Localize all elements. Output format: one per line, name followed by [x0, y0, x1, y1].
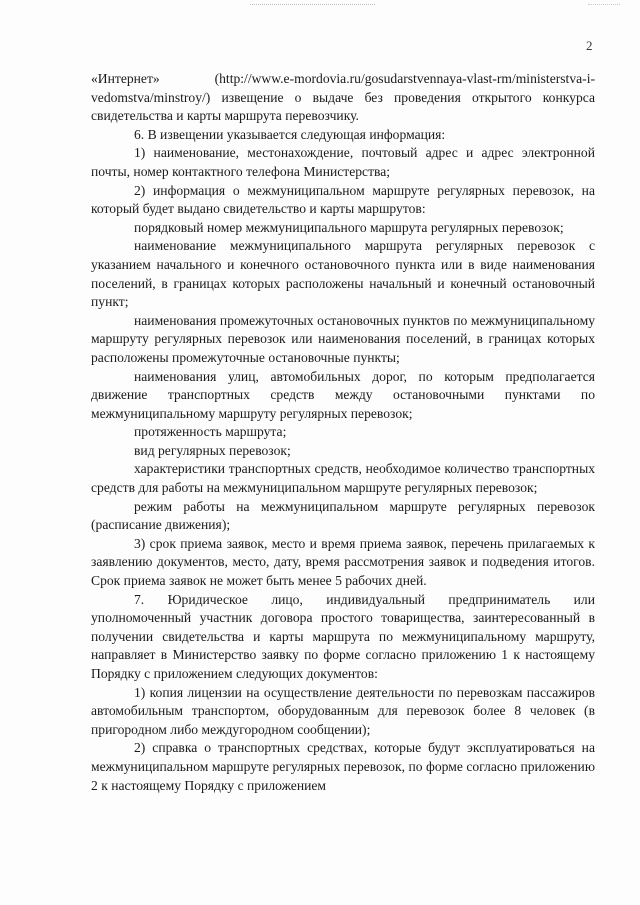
- paragraph: 2) справка о транспортных средствах, которые будут эксплуатироваться на межмуниципальном маршруте регулярных перевозок, по форме согласно приложению 2 к настоящему Порядку с приложением: [91, 740, 595, 793]
- paragraph: наименования улиц, автомобильных дорог, по которым предполагается движение транспортных средств между остановочными пунктами по межмуниципальному маршруту регулярных перевозок;: [91, 368, 595, 421]
- scan-artifact: [250, 4, 375, 11]
- paragraph: наименование межмуниципального маршрута регулярных перевозок с указанием начального и конечного остановочного пункта или в виде наименования поселений, в границах которых расположены начальный и конечный остановочный пункт;: [91, 238, 595, 310]
- paragraph: режим работы на межмуниципальном маршруте регулярных перевозок (расписание движения);: [91, 498, 595, 533]
- paragraph: характеристики транспортных средств, необходимое количество транспортных средств для работы на межмуниципальном маршруте регулярных перевозок;: [91, 461, 595, 496]
- scan-artifact-corner: [588, 4, 620, 9]
- paragraph: 3) срок приема заявок, место и время приема заявок, перечень прилагаемых к заявлению документов, место, дату, время рассмотрения заявок и подведения итогов. Срок приема заявок не может быть менее 5 рабочих дней.: [91, 535, 595, 589]
- paragraph: протяженность маршрута;: [134, 424, 287, 440]
- paragraph: 1) копия лицензии на осуществление деятельности по перевозкам пассажиров автомобильным транспортом, оборудованным для перевозок более 8 человек (в пригородном либо междугородном сообщении);: [91, 684, 595, 737]
- paragraph: 7. Юридическое лицо, индивидуальный предприниматель или уполномоченный участник договора простого товарищества, заинтересованный в получении свидетельства и карты маршрута по межмуниципальному маршруту, направляет в Министерство заявку по форме согласно приложению 1 к настоящему Порядку с приложением следующих документов:: [91, 591, 595, 681]
- paragraph: вид регулярных перевозок;: [134, 442, 291, 458]
- paragraph: 6. В извещении указывается следующая информация:: [134, 126, 446, 142]
- paragraph: порядковый номер межмуниципального маршрута регулярных перевозок;: [134, 219, 564, 235]
- paragraph: 2) информация о межмуниципальном маршруте регулярных перевозок, на который будет выдано свидетельство и карты маршрутов:: [91, 182, 595, 217]
- paragraph: «Интернет» (http://www.e-mordovia.ru/gosudarstvennaya-vlast-rm/ministerstva-i-vedomstva/minstroy/) извещение о выдаче без проведения открытого конкурса свидетельства и карты маршрута перевозчику.: [91, 71, 595, 124]
- paragraph: 1) наименование, местонахождение, почтовый адрес и адрес электронной почты, номер контактного телефона Министерства;: [91, 145, 595, 179]
- page-number: 2: [586, 38, 593, 53]
- paragraph: наименования промежуточных остановочных пунктов по межмуниципальному маршруту регулярных перевозок или наименования поселений, в границах которых расположены промежуточные остановочные пункты;: [91, 312, 595, 365]
- document-body: [91, 70, 595, 795]
